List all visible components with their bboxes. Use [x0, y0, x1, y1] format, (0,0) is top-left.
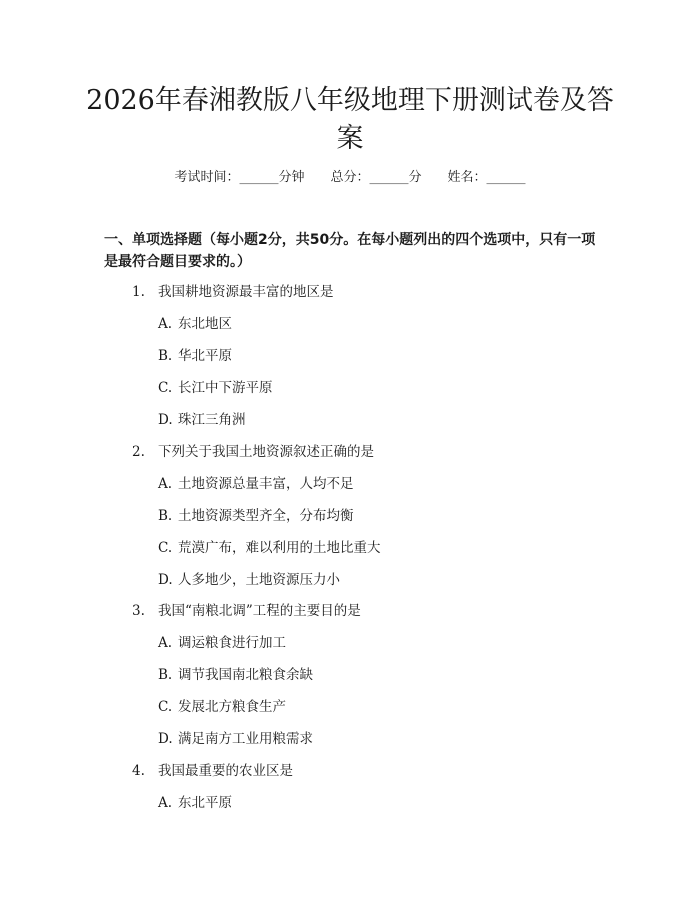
option-text: 华北平原: [178, 348, 232, 364]
question-1-option-b: [158, 346, 232, 366]
option-text: 满足南方工业用粮需求: [178, 731, 313, 747]
option-letter: B.: [158, 348, 173, 364]
option-letter: C.: [158, 380, 173, 396]
question-2-option-a: [158, 474, 354, 494]
option-text: 发展北方粮食生产: [178, 699, 286, 715]
question-2: [132, 442, 374, 462]
option-text: 土地资源总量丰富，人均不足: [178, 476, 354, 492]
time-label: 考试时间：: [174, 170, 240, 185]
option-letter: A.: [158, 795, 173, 811]
exam-info: [0, 168, 700, 188]
option-text: 东北地区: [178, 316, 232, 332]
option-text: 调节我国南北粮食余缺: [178, 667, 313, 683]
option-letter: B.: [158, 667, 173, 683]
option-letter: C.: [158, 540, 173, 556]
question-4: [132, 761, 293, 781]
option-letter: D.: [158, 572, 173, 588]
option-letter: C.: [158, 699, 173, 715]
time-blank: ______: [239, 170, 279, 185]
question-text: 下列关于我国土地资源叙述正确的是: [158, 444, 374, 460]
option-text: 人多地少，土地资源压力小: [178, 572, 340, 588]
option-text: 调运粮食进行加工: [178, 635, 286, 651]
question-3: [132, 601, 361, 621]
page-title: 2026年春湘教版八年级地理下册测试卷及答案: [86, 85, 614, 154]
option-text: 荒漠广布，难以利用的土地比重大: [178, 540, 381, 556]
question-3-option-c: [158, 697, 286, 717]
option-text: 土地资源类型齐全，分布均衡: [178, 508, 354, 524]
option-text: 东北平原: [178, 795, 232, 811]
option-text: 长江中下游平原: [178, 380, 273, 396]
score-unit: 分: [408, 170, 422, 185]
question-text: 我国耕地资源最丰富的地区是: [158, 284, 334, 300]
name-label: 姓名：: [447, 170, 487, 185]
question-4-option-a: [158, 793, 232, 813]
question-text: 我国最重要的农业区是: [158, 763, 293, 779]
question-1: [132, 282, 334, 302]
option-letter: B.: [158, 508, 173, 524]
option-letter: A.: [158, 635, 173, 651]
question-number: 2.: [132, 444, 145, 460]
name-blank: ______: [486, 170, 526, 185]
score-label: 总分：: [330, 170, 370, 185]
score-blank: ______: [369, 170, 409, 185]
option-letter: D.: [158, 412, 173, 428]
option-letter: A.: [158, 476, 173, 492]
question-1-option-c: [158, 378, 273, 398]
option-text: 珠江三角洲: [178, 412, 246, 428]
option-letter: D.: [158, 731, 173, 747]
question-1-option-d: [158, 410, 246, 430]
question-3-option-a: [158, 633, 286, 653]
question-text: 我国“南粮北调”工程的主要目的是: [158, 603, 361, 619]
question-3-option-b: [158, 665, 313, 685]
question-3-option-d: [158, 729, 313, 749]
question-2-option-d: [158, 570, 340, 590]
option-letter: A.: [158, 316, 173, 332]
question-1-option-a: [158, 314, 232, 334]
question-number: 1.: [132, 284, 145, 300]
section-heading: 一、单项选择题（每小题2分，共50分。在每小题列出的四个选项中，只有一项是最符合题目要求的。）: [104, 232, 596, 270]
question-2-option-c: [158, 538, 381, 558]
question-2-option-b: [158, 506, 354, 526]
question-number: 4.: [132, 763, 145, 779]
time-unit: 分钟: [278, 170, 305, 185]
question-number: 3.: [132, 603, 145, 619]
